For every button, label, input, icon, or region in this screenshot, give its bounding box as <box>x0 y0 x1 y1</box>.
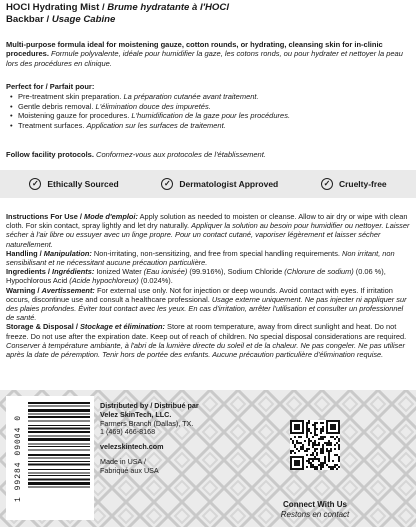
label-header <box>6 2 410 26</box>
badge-dermatologist-approved <box>161 178 278 190</box>
connect-block <box>270 500 360 519</box>
ingredient-hypochlorous-acid-fr: (Acide hypochloreux) <box>69 276 139 286</box>
storage-label: Storage & Disposal <box>6 322 74 332</box>
storage-en: Store at room temperature, away from direct sunlight and heat. Do not freeze. Do not use after the expiration date. Keep out of reach of children. No special disposal considerations are required. <box>6 322 407 341</box>
handling-paragraph: Handling / Manipulation: Non-irritating, non-sensitizing, and free from special handling requirements. Non irritant, non sensibilisant et ne nécessitant aucune précaution particulière. <box>6 248 395 268</box>
title-en: HOCl Hydrating Mist <box>6 2 100 13</box>
qr-code <box>290 420 340 470</box>
subtitle-fr: Usage Cabine <box>51 14 116 25</box>
list-item <box>6 92 410 101</box>
list-item <box>6 102 410 111</box>
made-in-fr: Fabriqué aux USA <box>100 465 159 475</box>
distributed-by-label: Distributed by / Distribué par <box>100 401 199 410</box>
handling-fr: Non irritant, non sensibilisant et ne nécessitant aucune précaution particulière. <box>6 248 395 268</box>
handling-en: Non-irritating, non-sensitizing, and free from special handling requirements. <box>93 248 340 258</box>
handling-label: Handling <box>6 248 38 258</box>
warning-paragraph: Warning / Avertissement: For external use only. Not for injection or deep wounds. Avoid contact with eyes. If irritation occurs, discontinue use and consult a healthcare professional. Usage externe uniquement. Ne pas injecter ni appliquer sur des plaies profondes. Éviter tout contact avec les yeux. En cas d'irritation, arrêter l'utilisation et consulter un professionnel de santé. <box>6 285 407 323</box>
list-item-fr: L'élimination douce des impuretés. <box>95 101 211 111</box>
check-circle-icon: ✓ <box>161 178 173 190</box>
check-circle-icon: ✓ <box>29 178 41 190</box>
follow-en: Follow facility protocols. <box>6 150 94 159</box>
warning-fr: Usage externe uniquement. Ne pas injecter ni appliquer sur des plaies profondes. Éviter tout contact avec les yeux. En cas d'irritation, arrêter l'utilisation et consulter un professionnel de santé. <box>6 294 407 323</box>
list-item-en: Treatment surfaces. <box>18 120 85 130</box>
intro-fr: Formule polyvalente, idéale pour humidifier la gaze, les cotons ronds, ou pour hydrater et nettoyer la peau lors des procédures en clinique. <box>6 49 403 68</box>
perfect-for-section <box>6 82 410 130</box>
company-city: Farmers Branch (Dallas), TX. <box>100 418 194 428</box>
label-footer <box>0 390 416 527</box>
barcode <box>6 396 94 520</box>
ingredient-water-fr: (Eau ionisée) <box>143 267 188 277</box>
follow-fr: Conformez-vous aux protocoles de l'établissement. <box>96 150 266 159</box>
made-in-en: Made in USA / <box>100 456 146 466</box>
warning-label: Warning <box>6 285 36 295</box>
connect-fr: Restons en contact <box>280 509 350 519</box>
ingredients-paragraph: Ingredients / Ingrédients: Ionized Water (Eau ionisée) (99.916%), Sodium Chloride (Chlorure de sodium) (0.06 %), Hypochlorous Acid (Acide hypochloreux) (0.024%). <box>6 267 386 286</box>
company-website: velezskintech.com <box>100 442 164 452</box>
list-item <box>6 121 410 130</box>
badge-ethically-sourced <box>29 178 118 190</box>
instructions-fr: Appliquer la solution au besoin pour humidifier ou nettoyer. Laisser sécher à l'air libre ou essuyer avec un linge propre. Pour un contact cutané, vaporiser légèrement et laisser sécher naturellement. <box>6 221 410 249</box>
instructions-en: Apply solution as needed to moisten or cleanse. Allow to air dry or wipe with clean cloth. For skin contact, spray lightly and let dry naturally. <box>6 212 408 231</box>
instructions-label-fr: Mode d'emploi: <box>84 212 138 221</box>
title-separator: / <box>99 2 108 13</box>
barcode-number: 1 99284 09004 0 <box>14 414 23 502</box>
qr-code-modules <box>290 420 340 470</box>
warning-en: For external use only. Not for injection or deep wounds. Avoid contact with eyes. If irritation occurs, discontinue use and consult a healthcare professional. <box>6 285 393 304</box>
storage-paragraph: Storage & Disposal / Stockage et élimination: Store at room temperature, away from direct sunlight and heat. Do not freeze. Do not use after the expiration date. Keep out of reach of children. No special disposal considerations are required. Conserver à température ambiante, à l'abri de la lumière directe du soleil et de la chaleur. Ne pas congeler. Ne pas utiliser après la date de péremption. Tenir hors de portée des enfants. Aucune précaution particulière d'élimination requise. <box>6 322 407 360</box>
ingredients-label-fr: Ingrédients: <box>52 267 95 277</box>
ingredient-sodium-chloride-fr: (Chlorure de sodium) <box>284 267 354 277</box>
list-item-fr: Application sur les surfaces de traitement. <box>86 120 226 130</box>
list-item <box>6 111 410 120</box>
intro-paragraph <box>6 40 410 68</box>
company-phone: 1 (469) 466-8168 <box>100 427 156 437</box>
instructions-paragraph: Instructions For Use / Mode d'emploi: Apply solution as needed to moisten or cleanse. Allow to air dry or wipe with clean cloth. For skin contact, spray lightly and let dry naturally. Appliquer la solution au besoin pour humidifier ou nettoyer. Laisser sécher à l'air libre ou essuyer avec un linge propre. Pour un contact cutané, vaporiser légèrement et laisser sécher naturellement. <box>6 212 410 249</box>
ingredient-percent: (0.024%). <box>140 276 173 286</box>
badge-label: Dermatologist Approved <box>179 179 279 189</box>
storage-label-fr: Stockage et élimination: <box>79 322 165 332</box>
ingredient-sodium-chloride: (99.916%), Sodium Chloride <box>189 267 283 277</box>
instructions-label: Instructions For Use <box>6 212 78 221</box>
list-item-en: Pre-treatment skin preparation. <box>18 92 122 102</box>
subtitle-separator: / <box>43 14 52 25</box>
check-circle-icon: ✓ <box>321 178 333 190</box>
handling-label-fr: Manipulation: <box>43 248 92 258</box>
perfect-for-list <box>6 92 410 130</box>
ingredients-label: Ingredients <box>6 267 46 277</box>
badge-label: Cruelty-free <box>338 179 387 189</box>
ingredient-water: Ionized Water <box>96 267 142 277</box>
warning-label-fr: Avertissement: <box>41 285 95 295</box>
subtitle-en: Backbar <box>6 14 44 25</box>
badge-cruelty-free <box>321 178 387 190</box>
list-item-en: Moistening gauze for procedures. <box>18 111 130 121</box>
intro-en: Multi-purpose formula ideal for moistening gauze, cotton rounds, or hydrating, cleansing skin for in-clinic procedures. <box>6 40 383 59</box>
perfect-for-heading: Perfect for / Parfait pour: <box>6 82 95 91</box>
follow-protocols <box>6 150 410 159</box>
ingredient-hypochlorous-acid: (0.06 %), Hypochlorous Acid <box>6 267 386 286</box>
company-name: Velez SkinTech, LLC. <box>100 409 172 419</box>
claims-band <box>0 170 416 198</box>
product-title <box>6 2 410 14</box>
list-item-fr: L'humidification de la gaze pour les procédures. <box>131 111 291 121</box>
connect-en: Connect With Us <box>283 500 347 509</box>
label-body <box>6 212 411 359</box>
badge-label: Ethically Sourced <box>47 179 119 189</box>
product-subtitle <box>6 14 410 26</box>
storage-fr: Conserver à température ambiante, à l'abri de la lumière directe du soleil et de la chaleur. Ne pas congeler. Ne pas utiliser après la date de péremption. Tenir hors de portée des enfants. Aucune précaution particulière d'élimination requise. <box>6 340 405 360</box>
list-item-fr: La préparation cutanée avant traitement. <box>123 92 259 102</box>
title-fr: Brume hydratante à l'HOCl <box>107 2 229 13</box>
distributor-block <box>100 402 240 476</box>
list-item-en: Gentle debris removal. <box>18 101 94 111</box>
